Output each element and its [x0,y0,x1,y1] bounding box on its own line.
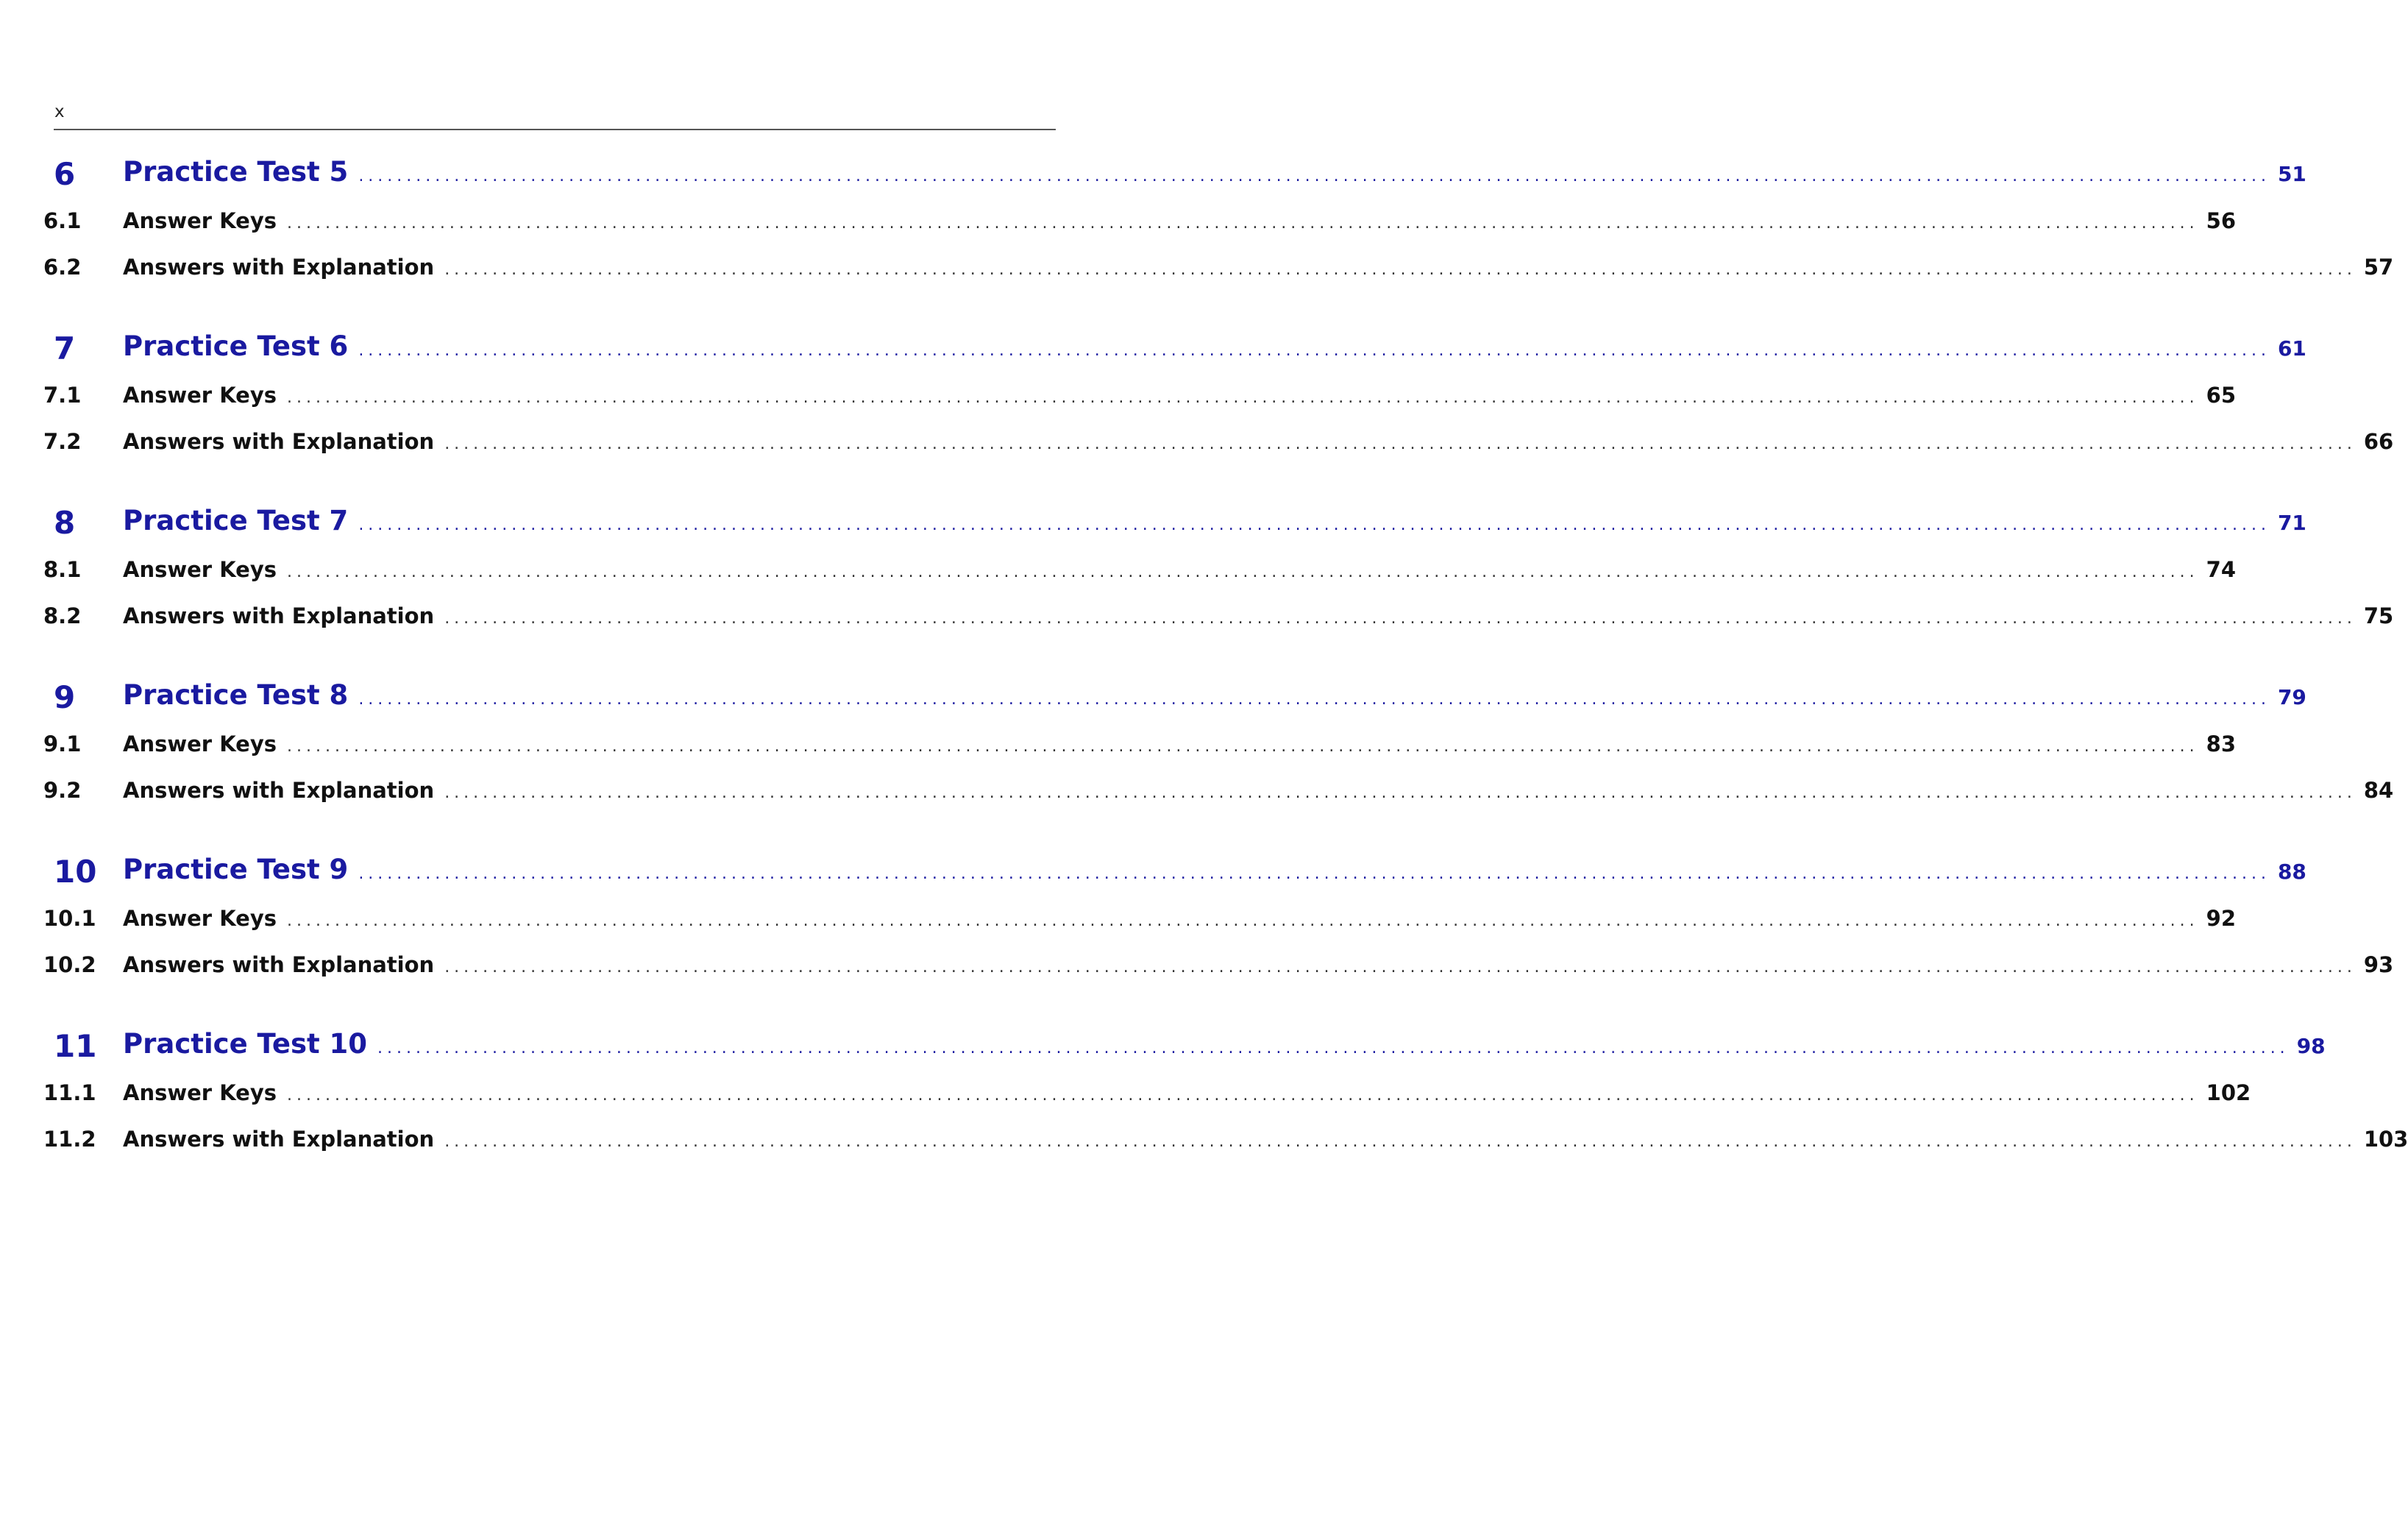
section-number: 6.2 [43,255,82,280]
toc-entry-body [123,854,2306,885]
section-number: 10.1 [43,906,96,931]
toc-chapter-row[interactable] [0,330,2306,367]
section-title-link[interactable]: Answer Keys [123,383,277,408]
section-number: 10.2 [43,952,96,977]
toc-section-row[interactable] [0,1080,2251,1117]
toc-entry-body [123,208,2237,233]
chapter-title-link[interactable]: Practice Test 5 [123,156,349,188]
toc-entry-body [123,1127,2408,1152]
page-number-link[interactable]: 84 [2363,778,2394,803]
dot-leader: ........................................................................................................................................................................................................ [287,389,2199,407]
page-number-link[interactable]: 66 [2363,429,2394,454]
dot-leader: ........................................................................................................................................................................................................ [358,516,2270,534]
page-number-link[interactable]: 83 [2206,731,2237,756]
toc-entry-body [123,952,2394,977]
section-title-link[interactable]: Answers with Explanation [123,778,435,803]
dot-leader: ........................................................................................................................................................................................................ [444,609,2356,628]
chapter-title-link[interactable]: Practice Test 6 [123,330,349,362]
section-number: 7.1 [43,383,82,408]
chapter-number: 8 [54,505,76,541]
section-title-link[interactable]: Answers with Explanation [123,603,435,628]
page-number-link[interactable]: 92 [2206,906,2237,931]
dot-leader: ........................................................................................................................................................................................................ [287,737,2199,756]
section-number: 11.1 [43,1080,96,1105]
page-number-link[interactable]: 88 [2277,860,2306,884]
section-number: 11.2 [43,1127,96,1152]
page-number-link[interactable]: 103 [2363,1127,2408,1152]
toc-entry-body [123,429,2394,454]
toc-entry-body [123,156,2306,188]
toc-entry-body [123,603,2394,628]
chapter-number: 7 [54,330,76,366]
page-number-link[interactable]: 51 [2277,162,2306,186]
toc-entry-body [123,731,2237,756]
page-number-link[interactable]: 93 [2363,952,2394,977]
toc-section-row[interactable] [0,1127,2408,1163]
toc-entry-body [123,778,2394,803]
dot-leader: ........................................................................................................................................................................................................ [287,1086,2199,1105]
dot-leader: ........................................................................................................................................................................................................ [358,341,2270,360]
section-title-link[interactable]: Answer Keys [123,557,277,582]
chapter-number: 9 [54,679,76,715]
page-number-link[interactable]: 75 [2363,603,2394,628]
toc-chapter-row[interactable] [0,854,2306,890]
page-number-link[interactable]: 56 [2206,208,2237,233]
toc-entry-body [123,906,2237,931]
section-title-link[interactable]: Answers with Explanation [123,429,435,454]
page-number-link[interactable]: 57 [2363,255,2394,280]
dot-leader: ........................................................................................................................................................................................................ [444,958,2356,977]
toc-entry-body [123,1028,2326,1060]
section-title-link[interactable]: Answer Keys [123,731,277,756]
toc-section-row[interactable] [0,603,2394,640]
toc-section-row[interactable] [0,731,2237,768]
page-number-link[interactable]: 61 [2277,336,2306,361]
chapter-title-link[interactable]: Practice Test 8 [123,679,349,711]
toc-section-row[interactable] [0,383,2237,419]
dot-leader: ........................................................................................................................................................................................................ [444,435,2356,453]
chapter-title-link[interactable]: Practice Test 7 [123,505,349,536]
toc-section-row[interactable] [0,208,2237,245]
toc-section-row[interactable] [0,429,2394,466]
toc-entry-body [123,505,2306,536]
section-number: 9.1 [43,731,82,756]
section-number: 8.1 [43,557,82,582]
toc-section-row[interactable] [0,255,2394,291]
section-number: 9.2 [43,778,82,803]
dot-leader: ........................................................................................................................................................................................................ [444,784,2356,802]
toc-chapter-row[interactable] [0,156,2306,193]
page-number-link[interactable]: 79 [2277,685,2306,709]
page-number-link[interactable]: 74 [2206,557,2237,582]
section-title-link[interactable]: Answer Keys [123,906,277,931]
toc-entry-body [123,1080,2251,1105]
section-title-link[interactable]: Answers with Explanation [123,255,435,280]
toc-section-row[interactable] [0,778,2394,815]
section-title-link[interactable]: Answer Keys [123,1080,277,1105]
toc-entry-body [123,330,2306,362]
chapter-number: 10 [54,854,97,890]
dot-leader: ........................................................................................................................................................................................................ [287,912,2199,930]
toc-entry-body [123,557,2237,582]
dot-leader: ........................................................................................................................................................................................................ [377,1039,2290,1057]
section-number: 6.1 [43,208,82,233]
dot-leader: ........................................................................................................................................................................................................ [358,167,2270,185]
toc-section-row[interactable] [0,906,2237,943]
toc-chapter-row[interactable] [0,679,2306,716]
section-title-link[interactable]: Answer Keys [123,208,277,233]
toc-entry-body [123,679,2306,711]
toc-section-row[interactable] [0,557,2237,594]
section-number: 7.2 [43,429,82,454]
page-number-link[interactable]: 71 [2277,511,2306,535]
toc-chapter-row[interactable] [0,505,2306,542]
page-number: x [54,102,65,121]
dot-leader: ........................................................................................................................................................................................................ [358,690,2270,709]
chapter-title-link[interactable]: Practice Test 9 [123,854,349,885]
chapter-number: 6 [54,156,76,192]
dot-leader: ........................................................................................................................................................................................................ [287,214,2199,233]
section-title-link[interactable]: Answers with Explanation [123,1127,435,1152]
toc-chapter-row[interactable] [0,1028,2326,1065]
toc-section-row[interactable] [0,952,2394,989]
chapter-number: 11 [54,1028,97,1064]
page-number-link[interactable]: 98 [2296,1034,2326,1058]
dot-leader: ........................................................................................................................................................................................................ [287,563,2199,581]
dot-leader: ........................................................................................................................................................................................................ [444,1133,2356,1151]
toc-entry-body [123,255,2394,280]
section-number: 8.2 [43,603,82,628]
section-title-link[interactable]: Answers with Explanation [123,952,435,977]
toc-entry-body [123,383,2237,408]
dot-leader: ........................................................................................................................................................................................................ [358,865,2270,883]
chapter-title-link[interactable]: Practice Test 10 [123,1028,368,1060]
page-number-link[interactable]: 102 [2206,1080,2251,1105]
page-number-link[interactable]: 65 [2206,383,2237,408]
dot-leader: ........................................................................................................................................................................................................ [444,261,2356,279]
